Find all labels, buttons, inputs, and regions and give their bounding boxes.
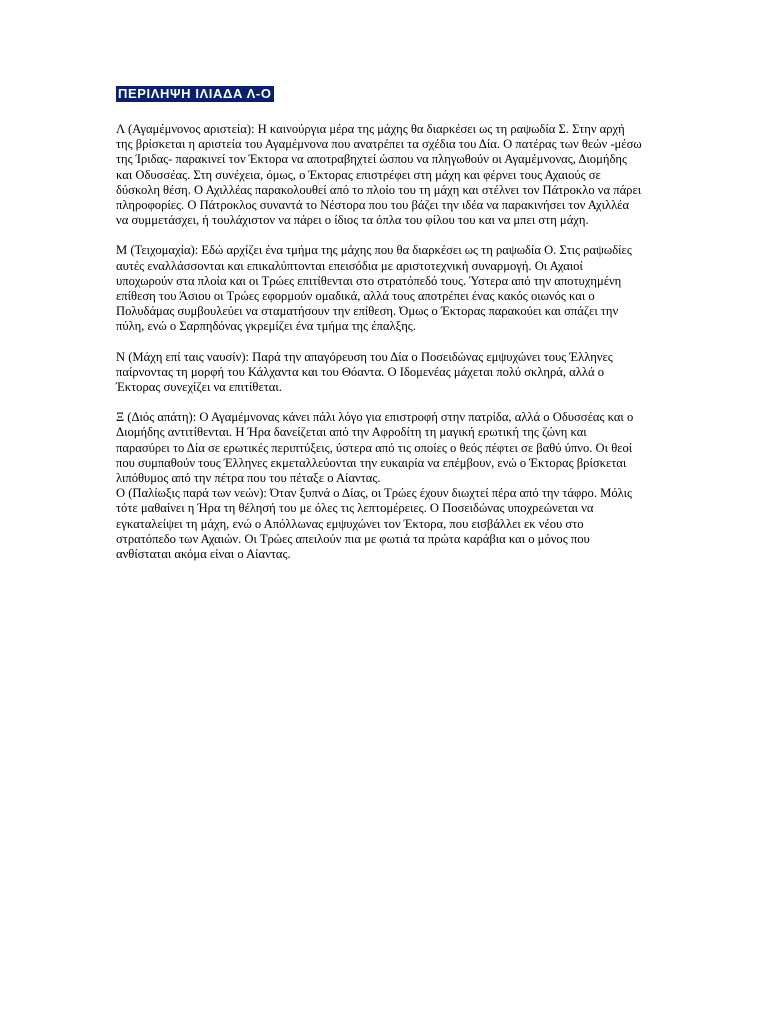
paragraph-lambda: Λ (Αγαμέμνονος αριστεία): Η καινούργια μέρα της μάχης θα διαρκέσει ως τη ραψωδία Σ. Στην αρχή της βρίσκεται η αριστεία του Αγαμέμνονα που ανατρέπει τα σχέδια του Δία. Ο πατέρας των θεών -μέσω της Ίριδας- παρακινεί τον Έκτορα να αποτραβηχτεί ώσπου να πληγωθούν οι Αγαμέμνονας, Διομήδης και Οδυσσέας. Στη συνέχεια, όμως, ο Έκτορας επιστρέφει στη μάχη και φέρνει τους Αχαιούς σε δύσκολη θέση. Ο Αχιλλέας παρακολουθεί από το πλοίο του τη μάχη και στέλνει τον Πάτροκλο να πάρει πληροφορίες. Ο Πάτροκλος συναντά το Νέστορα που του βάζει την ιδέα να παρακινήσει τον Αχιλλέα να συμμετάσχει, ή τουλάχιστον να πάρει ο ίδιος τα όπλα του φίλου του και να μπει στη μάχη. bbox=[116, 122, 642, 228]
paragraph-nu: Ν (Μάχη επί ταις ναυσίν): Παρά την απαγόρευση του Δία ο Ποσειδώνας εμψυχώνει τους Έλληνες παίρνοντας τη μορφή του Κάλχαντα και του Θόαντα. Ο Ιδομενέας μάχεται πολύ σκληρά, αλλά ο Έκτορας συνεχίζει να επιτίθεται. bbox=[116, 349, 613, 395]
paragraph-omicron: Ο (Παλίωξις παρά των νεών): Όταν ξυπνά ο Δίας, οι Τρώες έχουν διωχτεί πέρα από την τάφρο. Μόλις τότε μαθαίνει η Ήρα τη θέλησή του με όλες τις λεπτομέρειες. Ο Ποσειδώνας υποχρεώνεται να εγκαταλείψει τη μάχη, ενώ ο Απόλλωνας εμψυχώνει τον Έκτορα, που εισβάλλει εκ νέου στο στρατόπεδο των Αχαιών. Οι Τρώες απειλούν πια με φωτιά τα πρώτα καράβια και ο μόνος που ανθίσταται ακόμα είναι ο Αίαντας. bbox=[116, 486, 632, 562]
document-title: ΠΕΡΙΛΗΨΗ ΙΛΙΑΔΑ Λ-Ο bbox=[118, 86, 272, 101]
paragraph-xi: Ξ (Διός απάτη): Ο Αγαμέμνονας κάνει πάλι λόγο για επιστροφή στην πατρίδα, αλλά ο Οδυσσέας και ο Διομήδης αντιτίθενται. Η Ήρα δανείζεται από την Αφροδίτη τη μαγική ερωτική της ζώνη και παρασύρει το Δία σε ερωτικές περιπτύξεις, ύστερα από τις οποίες ο θεός πέφτει σε βαθύ ύπνο. Οι θεοί που συμπαθούν τους Έλληνες εκμεταλλεύονται την ευκαιρία να επέμβουν, ενώ ο Έκτορας βρίσκεται λιπόθυμος από την πέτρα που του πέταξε ο Αίαντας. bbox=[116, 410, 634, 486]
paragraph-mu: Μ (Τειχομαχία): Εδώ αρχίζει ένα τμήμα της μάχης που θα διαρκέσει ως τη ραψωδία Ο. Στις ραψωδίες αυτές εναλλάσσονται και επικαλύπτονται επεισόδια με αριστοτεχνική συναρμογή. Οι Αχαιοί υποχωρούν στα πλοία και οι Τρώες επιτίθενται στο στρατόπεδό τους. Ύστερα από την αποτυχημένη επίθεση του Άσιου οι Τρώες εφορμούν ομαδικά, αλλά τους αποτρέπει ένας κακός οιωνός και ο Πολυδάμας συμβουλεύει να σταματήσουν την επίθεση. Όμως ο Έκτορας παρακούει και σπάζει την πύλη, ενώ ο Σαρπηδόνας γκρεμίζει ένα τμήμα της έπαλξης. bbox=[116, 243, 632, 334]
document-page bbox=[116, 86, 642, 577]
